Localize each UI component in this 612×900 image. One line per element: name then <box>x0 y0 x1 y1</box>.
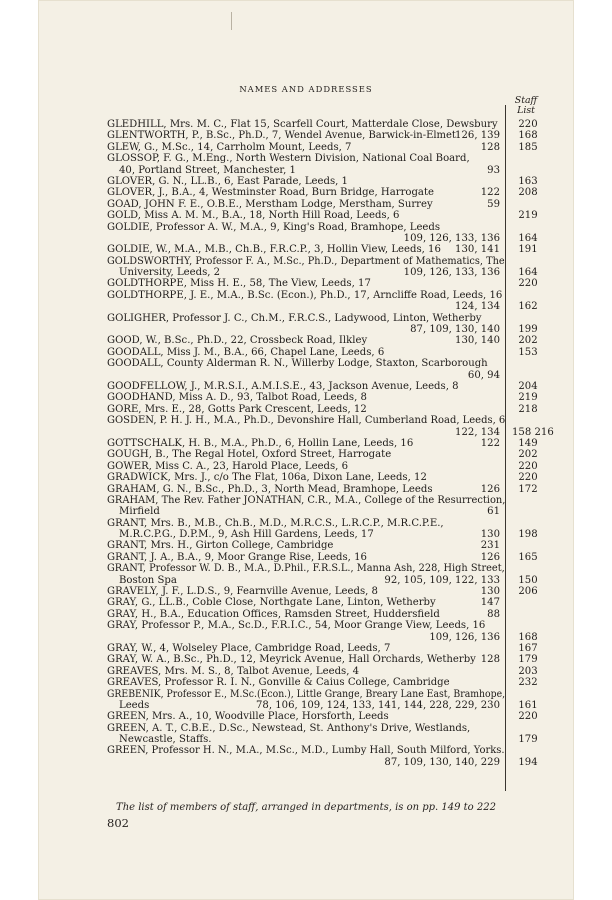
entry-name-line <box>107 290 547 301</box>
entry-name-line <box>107 210 547 221</box>
entry-staff-list-page: 218 <box>518 403 538 415</box>
entry-text: GRANT, Professor W. D. B., M.A., D.Phil., F.R.S.L., Manna Ash, 228, High Street, <box>107 563 505 575</box>
entry-name-line <box>107 518 547 529</box>
directory-entry <box>107 711 547 722</box>
entry-page-refs: 87, 109, 130, 140, 229 <box>384 756 500 768</box>
entry-page-refs: 122 <box>480 437 500 449</box>
entry-page-refs: 61 <box>487 506 500 518</box>
entry-name-line <box>107 677 547 688</box>
entry-continuation-line <box>107 575 547 586</box>
entry-text: GOSDEN, P. H. J. H., M.A., Ph.D., Devonshire Hall, Cumberland Road, Leeds, 6 <box>107 415 506 427</box>
entry-page-refs: 130, 140 <box>455 335 500 347</box>
directory-entry <box>107 256 547 279</box>
directory-entry <box>107 153 547 176</box>
entry-name-line <box>107 256 547 267</box>
entry-staff-list-page: 219 <box>518 210 538 222</box>
entry-text: GLEDHILL, Mrs. M. C., Flat 15, Scarfell Court, Matterdale Close, Dewsbury <box>107 119 498 130</box>
directory-entry <box>107 745 547 768</box>
entry-text: GOODFELLOW, J., M.R.S.I., A.M.I.S.E., 43, Jackson Avenue, Leeds, 8 <box>107 380 459 392</box>
entry-page-refs: 87, 109, 130, 140 <box>410 324 500 336</box>
page-heading: NAMES AND ADDRESSES <box>239 84 373 94</box>
entry-name-line <box>107 472 547 483</box>
entry-staff-list-page: 220 <box>518 472 538 484</box>
entry-text: GLOSSOP, F. G., M.Eng., North Western Division, National Coal Board, <box>107 153 470 165</box>
entry-continuation-line <box>107 233 547 244</box>
entry-text: GOAD, JOHN F. E., O.B.E., Merstham Lodge, Merstham, Surrey <box>107 198 433 210</box>
entry-page-refs: 231 <box>480 540 500 552</box>
entry-page-refs: 147 <box>480 597 500 609</box>
entry-name-line <box>107 689 547 700</box>
entry-page-refs: 109, 126, 133, 136 <box>403 267 500 279</box>
entry-staff-list-page: 194 <box>518 756 538 768</box>
directory-entry <box>107 290 547 313</box>
entry-name-line <box>107 484 547 495</box>
directory-entry <box>107 313 547 336</box>
entry-text: GREAVES, Professor R. I. N., Gonville & Caius College, Cambridge <box>107 677 450 689</box>
entry-name-line <box>107 540 547 551</box>
directory-entry <box>107 347 547 358</box>
entry-page-refs: 126 <box>480 483 500 495</box>
entry-text: GRAY, H., B.A., Education Offices, Ramsden Street, Huddersfield <box>107 608 440 620</box>
entry-text: GOLDIE, W., M.A., M.B., Ch.B., F.R.C.P., 3, Hollin View, Leeds, 16 <box>107 244 441 256</box>
entry-name-line <box>107 643 547 654</box>
entry-page-refs: 88 <box>487 608 500 620</box>
entry-page-refs: 126 <box>480 551 500 563</box>
directory-entry <box>107 404 547 415</box>
entry-name-line <box>107 609 547 620</box>
entry-staff-list-page: 158 216 <box>512 426 554 438</box>
staff-list-column-heading: Staff List <box>514 95 538 116</box>
entry-staff-list-page: 163 <box>518 175 538 187</box>
entry-staff-list-page: 202 <box>518 335 538 347</box>
entry-text: GOODALL, Miss J. M., B.A., 66, Chapel Lane, Leeds, 6 <box>107 346 385 358</box>
entry-name-line <box>107 563 547 574</box>
entry-staff-list-page: 162 <box>518 301 538 313</box>
entry-staff-list-page: 168 <box>518 130 538 142</box>
footer-note: The list of members of staff, arranged in departments, is on pp. 149 to 222 <box>116 802 496 813</box>
directory-entry <box>107 609 547 620</box>
entry-staff-list-page: 204 <box>518 380 538 392</box>
entry-text: GRAY, G., LL.B., Coble Close, Northgate Lane, Linton, Wetherby <box>107 597 436 609</box>
entry-staff-list-page: 203 <box>518 665 538 677</box>
entry-name-line <box>107 597 547 608</box>
directory-entry <box>107 461 547 472</box>
directory-entry <box>107 495 547 518</box>
entry-text: GRANT, J. A., B.A., 9, Moor Grange Rise, Leeds, 16 <box>107 551 367 563</box>
entry-text: Mirfield <box>119 506 160 518</box>
entry-name-line <box>107 142 547 153</box>
entry-text: GREEN, Mrs. A., 10, Woodville Place, Horsforth, Leeds <box>107 711 389 723</box>
entry-name-line <box>107 745 547 756</box>
directory-entry <box>107 187 547 198</box>
entry-text: GRANT, Mrs. H., Girton College, Cambridge <box>107 540 334 552</box>
entry-staff-list-page: 167 <box>518 642 538 654</box>
entry-name-line <box>107 495 547 506</box>
entry-continuation-line <box>107 267 547 278</box>
entry-text: GOLDTHORPE, J. E., M.A., B.Sc. (Econ.), Ph.D., 17, Arncliffe Road, Leeds, 16 <box>107 289 503 301</box>
directory-entry <box>107 278 547 289</box>
directory-entry <box>107 244 547 255</box>
entry-page-refs: 122 <box>480 187 500 199</box>
entry-continuation-line <box>107 734 547 745</box>
page-number: 802 <box>107 816 129 830</box>
entry-text: GOTTSCHALK, H. B., M.A., Ph.D., 6, Hollin Lane, Leeds, 16 <box>107 437 414 449</box>
entry-staff-list-page: 149 <box>518 437 538 449</box>
entry-text: GOWER, Miss C. A., 23, Harold Place, Leeds, 6 <box>107 460 349 472</box>
entry-staff-list-page: 179 <box>518 654 538 666</box>
entry-staff-list-page: 219 <box>518 392 538 404</box>
directory-entry <box>107 620 547 643</box>
entry-staff-list-page: 161 <box>518 699 538 711</box>
directory-entry <box>107 381 547 392</box>
entry-staff-list-page: 202 <box>518 449 538 461</box>
entry-text: GREEN, A. T., C.B.E., D.Sc., Newstead, St. Anthony's Drive, Westlands, <box>107 722 471 734</box>
entry-staff-list-page: 164 <box>518 267 538 279</box>
directory-entry <box>107 176 547 187</box>
entry-page-refs: 128 <box>480 654 500 666</box>
directory-entry <box>107 552 547 563</box>
directory-entry <box>107 484 547 495</box>
entry-name-line <box>107 461 547 472</box>
entry-staff-list-page: 164 <box>518 232 538 244</box>
entry-staff-list-page: 172 <box>518 483 538 495</box>
entry-staff-list-page: 168 <box>518 631 538 643</box>
entry-name-line <box>107 449 547 460</box>
entry-staff-list-page: 208 <box>518 187 538 199</box>
entry-text: GRAHAM, G. N., B.Sc., Ph.D., 3, North Mead, Bramhope, Leeds <box>107 483 433 495</box>
entry-name-line <box>107 119 547 130</box>
entry-text: M.R.C.P.G., D.P.M., 9, Ash Hill Gardens, Leeds, 17 <box>119 529 374 541</box>
entry-staff-list-page: 199 <box>518 324 538 336</box>
directory-entry <box>107 199 547 210</box>
entry-page-refs: 130 <box>480 586 500 598</box>
entry-name-line <box>107 347 547 358</box>
entry-text: GOLD, Miss A. M. M., B.A., 18, North Hill Road, Leeds, 6 <box>107 210 400 222</box>
directory-entry <box>107 689 547 712</box>
entry-name-line <box>107 153 547 164</box>
directory-entry <box>107 643 547 654</box>
entry-staff-list-page: 191 <box>518 244 538 256</box>
document-page <box>38 0 574 900</box>
entry-text: GREBENIK, Professor E., M.Sc.(Econ.), Little Grange, Breary Lane East, Bramhope, <box>107 688 506 700</box>
entry-name-line <box>107 335 547 346</box>
directory-entry <box>107 130 547 141</box>
entry-staff-list-page: 150 <box>518 574 538 586</box>
entry-text: GOODALL, County Alderman R. N., Willerby Lodge, Staxton, Scarborough <box>107 358 488 370</box>
directory-entry <box>107 563 547 586</box>
directory-entry <box>107 210 547 221</box>
entry-page-refs: 92, 105, 109, 122, 133 <box>384 574 500 586</box>
entry-text: Leeds <box>119 699 150 711</box>
directory-entry <box>107 472 547 483</box>
entry-name-line <box>107 620 547 631</box>
page-mark <box>231 12 232 30</box>
entry-page-refs: 93 <box>487 164 500 176</box>
entry-text: GREAVES, Mrs. M. S., 8, Talbot Avenue, Leeds, 4 <box>107 665 360 677</box>
directory-entry <box>107 666 547 677</box>
directory-entry <box>107 222 547 245</box>
entry-staff-list-page: 179 <box>518 734 538 746</box>
entry-name-line <box>107 381 547 392</box>
entry-text: GLENTWORTH, P., B.Sc., Ph.D., 7, Wendel Avenue, Barwick-in-Elmet <box>107 130 456 142</box>
entry-text: GOLDIE, Professor A. W., M.A., 9, King's Road, Bramhope, Leeds <box>107 221 441 233</box>
entry-text: GORE, Mrs. E., 28, Gotts Park Crescent, Leeds, 12 <box>107 403 367 415</box>
entry-name-line <box>107 415 547 426</box>
entry-continuation-line <box>107 165 547 176</box>
entry-name-line <box>107 711 547 722</box>
entry-text: GOLDSWORTHY, Professor F. A., M.Sc., Ph.D., Department of Mathematics, The <box>107 255 505 267</box>
entry-continuation-line <box>107 426 554 438</box>
entry-name-line <box>107 358 547 369</box>
entry-text: GRAY, Professor P., M.A., Sc.D., F.R.I.C., 54, Moor Grange View, Leeds, 16 <box>107 620 486 632</box>
entry-text: GRAVELY, J. F., L.D.S., 9, Fearnville Avenue, Leeds, 8 <box>107 586 378 598</box>
entry-name-line <box>107 404 547 415</box>
entry-page-refs: 109, 126, 133, 136 <box>403 232 500 244</box>
entry-staff-list-page: 185 <box>518 141 538 153</box>
entry-page-refs: 122, 134 <box>455 426 500 438</box>
entry-page-refs: 109, 126, 136 <box>429 631 500 643</box>
directory-entry <box>107 723 547 746</box>
entry-name-line <box>107 666 547 677</box>
directory-entry <box>107 654 547 665</box>
entry-staff-list-page: 220 <box>518 711 538 723</box>
entry-page-refs: 126, 139 <box>455 130 500 142</box>
entry-staff-list-page: 220 <box>518 460 538 472</box>
entry-name-line <box>107 176 547 187</box>
directory-entry <box>107 438 547 449</box>
entry-staff-list-page: 165 <box>518 551 538 563</box>
entry-continuation-line <box>107 700 547 711</box>
entry-text: GOOD, W., B.Sc., Ph.D., 22, Crossbeck Road, Ilkley <box>107 335 368 347</box>
entry-continuation-line <box>107 529 547 540</box>
entry-name-line <box>107 438 547 449</box>
directory-entry <box>107 518 547 541</box>
entry-text: Newcastle, Staffs. <box>119 734 212 746</box>
entry-staff-list-page: 220 <box>518 119 538 130</box>
entry-staff-list-page: 198 <box>518 529 538 541</box>
entry-page-refs: 60, 94 <box>467 369 500 381</box>
entry-page-refs: 130, 141 <box>455 244 500 256</box>
entry-continuation-line <box>107 506 547 517</box>
entry-page-refs: 128 <box>480 141 500 153</box>
entry-text: GLOVER, J., B.A., 4, Westminster Road, Burn Bridge, Harrogate <box>107 187 434 199</box>
directory-entry <box>107 415 554 438</box>
entry-name-line <box>107 130 547 141</box>
directory-entry <box>107 358 547 381</box>
entry-page-refs: 130 <box>480 529 500 541</box>
directory-entry <box>107 142 547 153</box>
entry-name-line <box>107 392 547 403</box>
entry-text: University, Leeds, 2 <box>119 267 221 279</box>
entry-text: GOLDTHORPE, Miss H. E., 58, The View, Leeds, 17 <box>107 278 371 290</box>
entry-continuation-line <box>107 301 547 312</box>
directory-entry <box>107 392 547 403</box>
entry-continuation-line <box>107 632 547 643</box>
entry-text: GRAY, W. A., B.Sc., Ph.D., 12, Meyrick Avenue, Hall Orchards, Wetherby <box>107 654 476 666</box>
entry-staff-list-page: 220 <box>518 278 538 290</box>
entry-page-refs: 124, 134 <box>455 301 500 313</box>
entry-continuation-line <box>107 324 547 335</box>
entry-name-line <box>107 654 547 665</box>
directory-entry <box>107 540 547 551</box>
entry-name-line <box>107 586 547 597</box>
entry-continuation-line <box>107 370 547 381</box>
entry-text: GLEW, G., M.Sc., 14, Carrholm Mount, Leeds, 7 <box>107 141 352 153</box>
entry-name-line <box>107 244 547 255</box>
entry-text: GOLIGHER, Professor J. C., Ch.M., F.R.C.S., Ladywood, Linton, Wetherby <box>107 312 482 324</box>
directory-entry <box>107 586 547 597</box>
entry-page-refs: 59 <box>487 198 500 210</box>
entry-text: GOODHAND, Miss A. D., 93, Talbot Road, Leeds, 8 <box>107 392 367 404</box>
entry-staff-list-page: 206 <box>518 586 538 598</box>
entry-text: 40, Portland Street, Manchester, 1 <box>119 164 296 176</box>
entry-text: GRAY, W., 4, Wolseley Place, Cambridge Road, Leeds, 7 <box>107 642 391 654</box>
entry-name-line <box>107 187 547 198</box>
directory-entry <box>107 119 547 130</box>
directory-entry <box>107 449 547 460</box>
entry-name-line <box>107 723 547 734</box>
entry-name-line <box>107 313 547 324</box>
directory-entry <box>107 597 547 608</box>
entry-page-refs: 78, 106, 109, 124, 133, 141, 144, 228, 229, 230 <box>256 699 500 711</box>
entry-text: GRANT, Mrs. B., M.B., Ch.B., M.D., M.R.C.S., L.R.C.P., M.R.C.P.E., <box>107 517 444 529</box>
entry-text: GRAHAM, The Rev. Father JONATHAN, C.R., M.A., College of the Resurrection, <box>107 494 506 506</box>
entry-continuation-line <box>107 757 547 768</box>
entry-name-line <box>107 222 547 233</box>
entry-staff-list-page: 232 <box>518 677 538 689</box>
entry-name-line <box>107 552 547 563</box>
entry-text: Boston Spa <box>119 574 177 586</box>
entry-text: GREEN, Professor H. N., M.A., M.Sc., M.D., Lumby Hall, South Milford, Yorks. <box>107 745 505 757</box>
directory-entry <box>107 677 547 688</box>
directory-entry <box>107 335 547 346</box>
directory-entries <box>107 119 554 768</box>
entry-text: GLOVER, G. N., LL.B., 6, East Parade, Leeds, 1 <box>107 175 348 187</box>
entry-text: GOUGH, B., The Regal Hotel, Oxford Street, Harrogate <box>107 449 392 461</box>
entry-staff-list-page: 153 <box>518 346 538 358</box>
entry-name-line <box>107 199 547 210</box>
entry-text: GRADWICK, Mrs. J., c/o The Flat, 106a, Dixon Lane, Leeds, 12 <box>107 472 427 484</box>
entry-name-line <box>107 278 547 289</box>
